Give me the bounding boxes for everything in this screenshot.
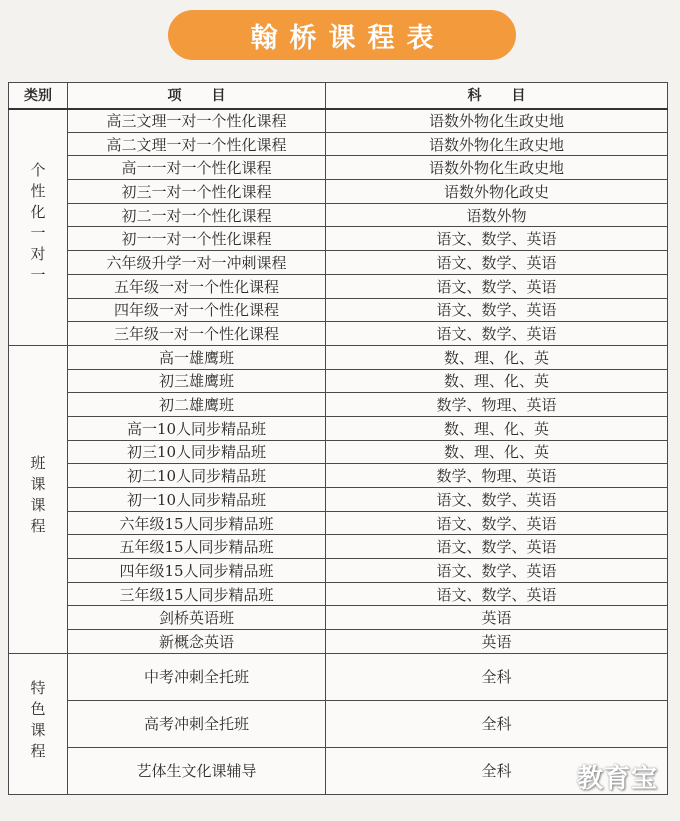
subject-cell: 语文、数学、英语 xyxy=(326,251,668,275)
subject-cell: 英语 xyxy=(326,630,668,654)
item-cell: 六年级升学一对一冲刺课程 xyxy=(68,251,326,275)
table-row xyxy=(9,630,668,654)
subject-cell: 数、理、化、英 xyxy=(326,440,668,464)
table-body xyxy=(9,109,668,795)
item-cell: 初二雄鹰班 xyxy=(68,393,326,417)
subject-cell: 语文、数学、英语 xyxy=(326,511,668,535)
table-row xyxy=(9,203,668,227)
category-cell xyxy=(9,109,68,346)
table-row xyxy=(9,180,668,204)
subject-cell: 语文、数学、英语 xyxy=(326,535,668,559)
table-row xyxy=(9,251,668,275)
item-cell: 高考冲刺全托班 xyxy=(68,700,326,747)
category-label: 个性化一对一 xyxy=(28,162,47,289)
watermark-logo: 教育宝 xyxy=(576,764,658,794)
subject-cell: 语文、数学、英语 xyxy=(326,227,668,251)
category-label: 特色课程 xyxy=(28,679,47,764)
subject-cell: 语数外物 xyxy=(326,203,668,227)
item-cell: 五年级15人同步精品班 xyxy=(68,535,326,559)
item-cell: 高三文理一对一个性化课程 xyxy=(68,109,326,133)
table-row xyxy=(9,606,668,630)
subject-cell: 语文、数学、英语 xyxy=(326,488,668,512)
subject-cell: 全科 xyxy=(326,700,668,747)
subject-cell: 语文、数学、英语 xyxy=(326,322,668,346)
header-item: 项目 xyxy=(68,83,326,109)
table-row xyxy=(9,464,668,488)
item-cell: 剑桥英语班 xyxy=(68,606,326,630)
table-row xyxy=(9,109,668,133)
item-cell: 初二一对一个性化课程 xyxy=(68,203,326,227)
item-cell: 初二10人同步精品班 xyxy=(68,464,326,488)
category-cell xyxy=(9,345,68,653)
subject-cell: 语文、数学、英语 xyxy=(326,582,668,606)
item-cell: 艺体生文化课辅导 xyxy=(68,747,326,794)
item-cell: 六年级15人同步精品班 xyxy=(68,511,326,535)
course-schedule-table xyxy=(8,82,668,795)
item-cell: 三年级15人同步精品班 xyxy=(68,582,326,606)
table-row xyxy=(9,700,668,747)
table-row xyxy=(9,393,668,417)
page-title: 翰桥课程表 xyxy=(168,10,516,60)
table-row xyxy=(9,322,668,346)
table-row xyxy=(9,559,668,583)
item-cell: 高一一对一个性化课程 xyxy=(68,156,326,180)
table-row xyxy=(9,653,668,700)
table-row xyxy=(9,298,668,322)
item-cell: 高二文理一对一个性化课程 xyxy=(68,132,326,156)
header-subject: 科目 xyxy=(326,83,668,109)
category-cell xyxy=(9,653,68,794)
item-cell: 四年级15人同步精品班 xyxy=(68,559,326,583)
table-row xyxy=(9,369,668,393)
subject-cell: 语文、数学、英语 xyxy=(326,274,668,298)
item-cell: 三年级一对一个性化课程 xyxy=(68,322,326,346)
subject-cell: 语数外物化生政史地 xyxy=(326,156,668,180)
item-cell: 高一10人同步精品班 xyxy=(68,416,326,440)
subject-cell: 语文、数学、英语 xyxy=(326,559,668,583)
subject-cell: 语文、数学、英语 xyxy=(326,298,668,322)
subject-cell: 全科 xyxy=(326,747,668,794)
item-cell: 初一一对一个性化课程 xyxy=(68,227,326,251)
header-category: 类别 xyxy=(9,83,68,109)
item-cell: 高一雄鹰班 xyxy=(68,345,326,369)
subject-cell: 语数外物化政史 xyxy=(326,180,668,204)
subject-cell: 全科 xyxy=(326,653,668,700)
item-cell: 新概念英语 xyxy=(68,630,326,654)
category-label: 班课课程 xyxy=(28,455,47,540)
item-cell: 初一10人同步精品班 xyxy=(68,488,326,512)
table-row xyxy=(9,345,668,369)
item-cell: 中考冲刺全托班 xyxy=(68,653,326,700)
subject-cell: 英语 xyxy=(326,606,668,630)
table-row xyxy=(9,747,668,794)
item-cell: 四年级一对一个性化课程 xyxy=(68,298,326,322)
subject-cell: 语数外物化生政史地 xyxy=(326,109,668,133)
table-row xyxy=(9,582,668,606)
table-row xyxy=(9,535,668,559)
item-cell: 五年级一对一个性化课程 xyxy=(68,274,326,298)
table-row xyxy=(9,440,668,464)
subject-cell: 数、理、化、英 xyxy=(326,416,668,440)
subject-cell: 数学、物理、英语 xyxy=(326,464,668,488)
table-row xyxy=(9,227,668,251)
table-row xyxy=(9,511,668,535)
table-header-row xyxy=(9,83,668,109)
table-row xyxy=(9,156,668,180)
subject-cell: 数、理、化、英 xyxy=(326,345,668,369)
subject-cell: 语数外物化生政史地 xyxy=(326,132,668,156)
table-row xyxy=(9,416,668,440)
table-row xyxy=(9,132,668,156)
subject-cell: 数、理、化、英 xyxy=(326,369,668,393)
subject-cell: 数学、物理、英语 xyxy=(326,393,668,417)
item-cell: 初三10人同步精品班 xyxy=(68,440,326,464)
table-row xyxy=(9,274,668,298)
item-cell: 初三一对一个性化课程 xyxy=(68,180,326,204)
item-cell: 初三雄鹰班 xyxy=(68,369,326,393)
table-row xyxy=(9,488,668,512)
